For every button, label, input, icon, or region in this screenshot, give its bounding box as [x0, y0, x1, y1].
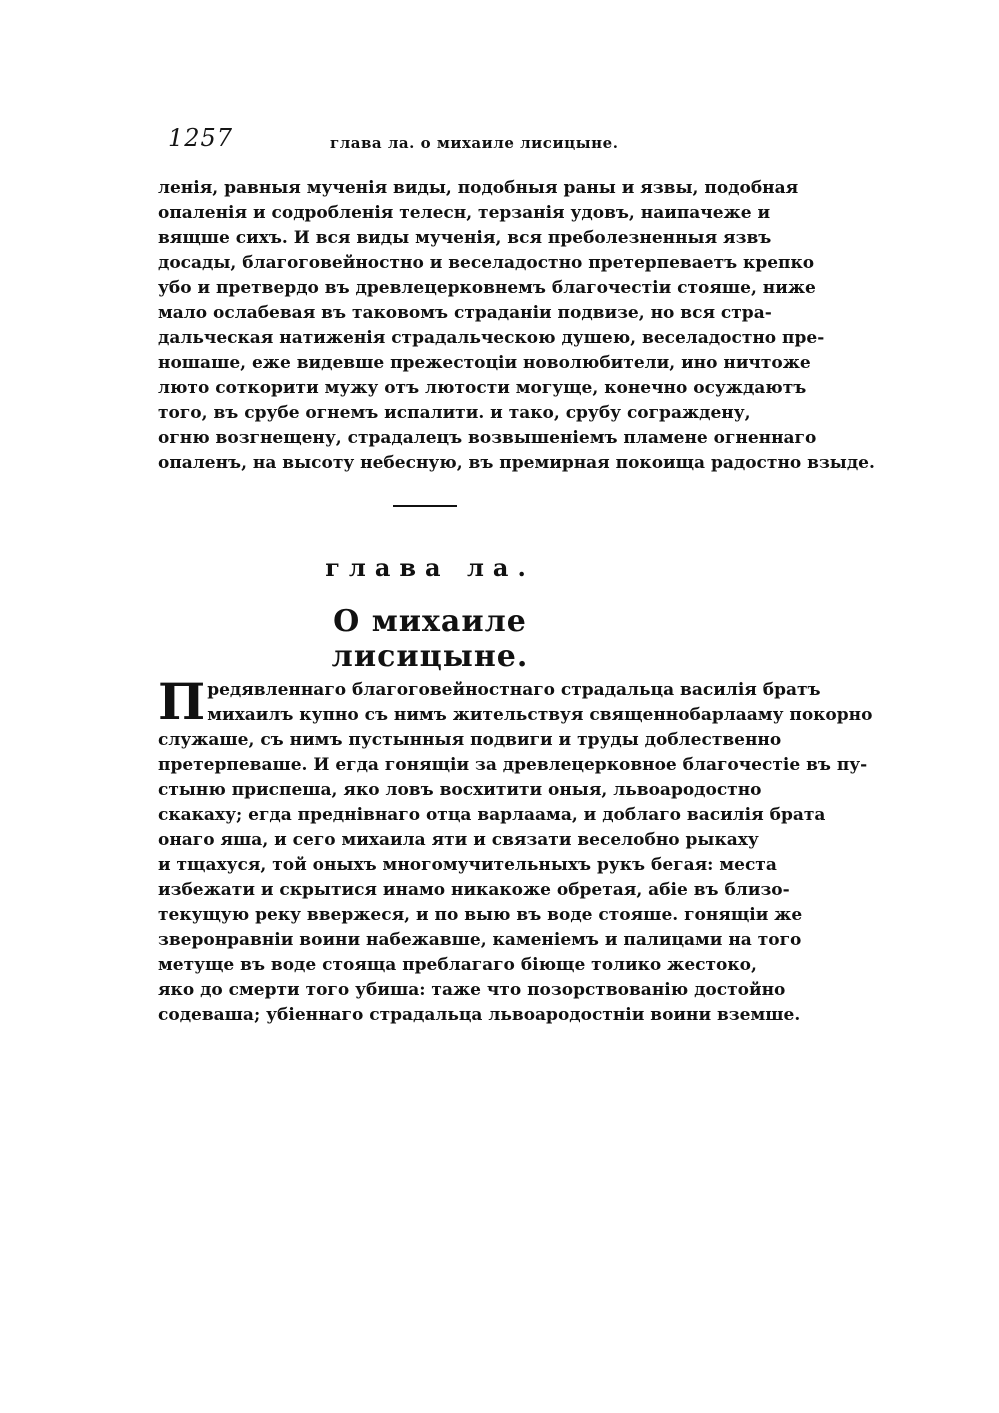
text-line: зверонравніи воини набежавше, каменіемъ и палицами на того — [158, 930, 802, 950]
text-line: претерпеваше. И егда гонящіи за древлецерковное благочестіе въ пу- — [158, 755, 868, 775]
text-line: онаго яша, и сего михаила яти и связати веселобно рыкаху — [158, 830, 759, 850]
chapter-title: О михаиле лисицыне. — [331, 604, 529, 674]
text-line: яко до смерти того убиша: таже что позорствованію достойно — [158, 980, 786, 1000]
text-line: и тщахуся, той оныхъ многомучительныхъ рукъ бегая: места — [158, 855, 777, 875]
text-line: опаленъ, на высоту небесную, въ премирная покоища радостно взыде. — [158, 453, 875, 473]
text-line: ленія, равныя мученія виды, подобныя раны и язвы, подобная — [158, 178, 799, 198]
chapter-label: глава ла. — [325, 553, 535, 582]
text-block-chapter-body — [158, 672, 873, 1028]
text-line: скакаху; егда преднівнаго отца варлаама, и доблаго василія брата — [158, 805, 826, 825]
text-line: опаленія и содробленія телесн, терзанія удовъ, наипачеже и — [158, 203, 771, 223]
section-divider — [393, 505, 457, 507]
drop-cap: П — [158, 672, 206, 731]
running-head: глава ла. о михаиле лисицыне. — [330, 134, 619, 152]
text-line: мало ослабевая въ таковомъ страданіи подвизе, но вся стра- — [158, 303, 772, 323]
text-line: огню возгнещену, страдалецъ возвышеніемъ пламене огненнаго — [158, 428, 817, 448]
text-line: метуще въ воде стояща преблагаго біюще толико жестоко, — [158, 955, 757, 975]
text-line: текущую реку ввержеся, и по выю въ воде стояше. гонящіи же — [158, 905, 803, 925]
text-line: вящше сихъ. И вся виды мученія, вся преболезненныя язвъ — [158, 228, 772, 248]
text-line: михаилъ купно съ нимъ жительствуя священнобарлааму покорно — [207, 705, 873, 725]
text-line: содеваша; убіеннаго страдальца львоародостніи воини вземше. — [158, 1005, 801, 1025]
text-line: редявленнаго благоговейностнаго страдальца василія братъ — [207, 680, 821, 700]
text-line: избежати и скрытися инамо никакоже обретая, абіе въ близо- — [158, 880, 790, 900]
text-line: ношаше, еже видевше прежестоціи новолюбители, ино ничтоже — [158, 353, 811, 373]
text-line: дальческая натиженія страдальческою душею, веселадостно пре- — [158, 328, 825, 348]
text-line: стыню приспеша, яко ловъ восхитити оныя, львоародостно — [158, 780, 762, 800]
text-line: служаше, съ нимъ пустынныя подвиги и труды доблественно — [158, 730, 782, 750]
text-line: убо и претвердо въ древлецерковнемъ благочестіи стояше, ниже — [158, 278, 816, 298]
page-number: 1257 — [168, 124, 234, 152]
text-line: досады, благоговейностно и веселадостно претерпеваетъ крепко — [158, 253, 815, 273]
text-block-previous-chapter — [158, 176, 875, 476]
text-line: люто соткорити мужу отъ лютости могуще, конечно осуждаютъ — [158, 378, 807, 398]
text-line: того, въ срубе огнемъ испалити. и тако, срубу сограждену, — [158, 403, 751, 423]
